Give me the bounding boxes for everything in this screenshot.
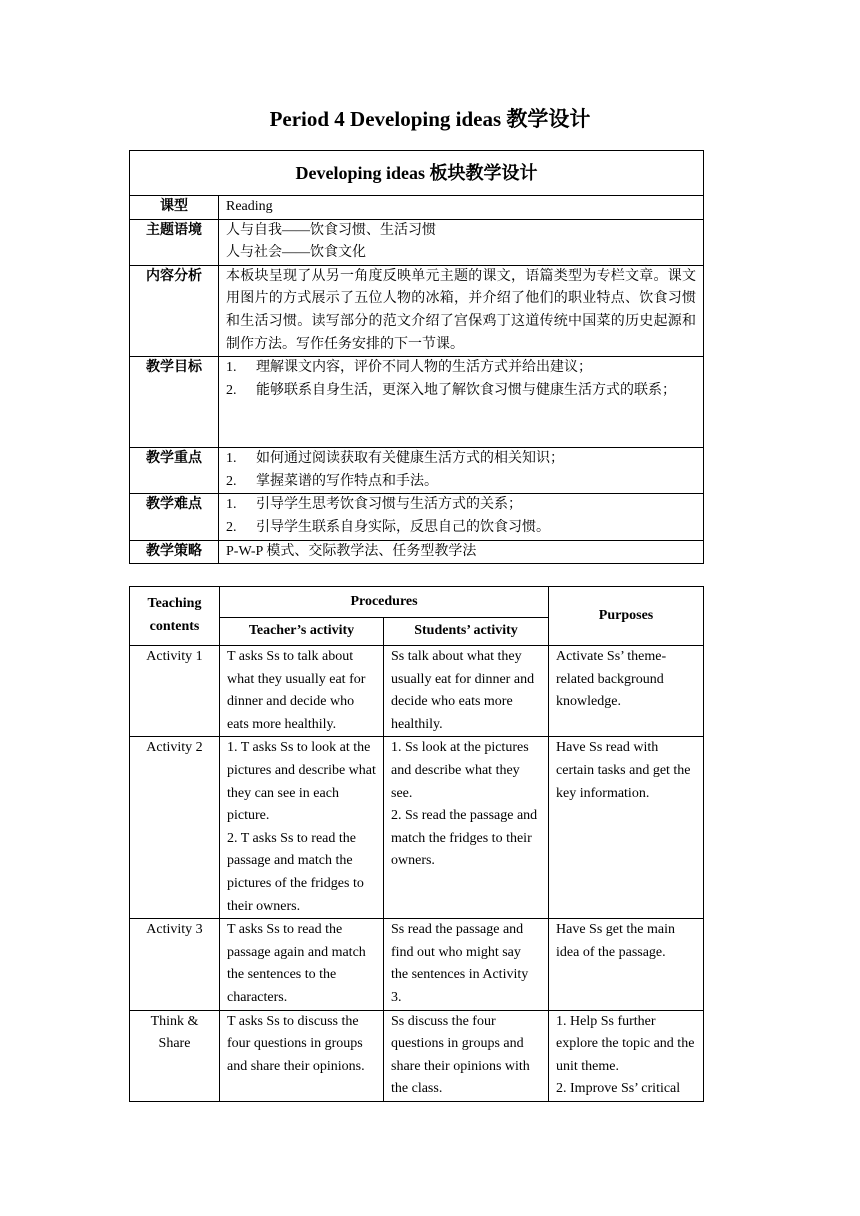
cell-text: 2. Improve Ss’ critical bbox=[556, 1081, 681, 1097]
list-number: 1. bbox=[226, 451, 237, 467]
header-purposes: Purposes bbox=[549, 587, 704, 646]
theme-line: 人与社会——饮食文化 bbox=[226, 245, 366, 261]
list-number: 2. bbox=[226, 473, 237, 489]
list-number: 2. bbox=[226, 519, 237, 535]
strategies-value: P-W-P 模式、交际教学法、任务型教学法 bbox=[219, 540, 704, 564]
teacher-activity-cell bbox=[220, 1010, 384, 1101]
list-text: 掌握菜谱的写作特点和手法。 bbox=[256, 473, 438, 489]
cell-text: Activate Ss’ theme-related background knowledge. bbox=[556, 649, 667, 710]
students-activity-cell bbox=[384, 1010, 549, 1101]
students-activity-cell bbox=[384, 737, 549, 919]
list-text: 引导学生思考饮食习惯与生活方式的关系； bbox=[256, 497, 522, 513]
content-analysis-value: 本板块呈现了从另一角度反映单元主题的课文，语篇类型为专栏文章。课文用图片的方式展示了五位人物的冰箱，并介绍了他们的职业特点、饮食习惯和生活习惯。读写部分的范文介绍了宫保鸡丁这道传统中国菜的历史起源和制作方法。写作任务安排的下一节课。 bbox=[219, 265, 704, 356]
list-item bbox=[226, 448, 696, 471]
cell-text: Ss talk about what they usually eat for dinner and decide who eats more healthily. bbox=[391, 649, 535, 732]
cell-text: Ss read the passage and find out who might say the sentences in Activity 3. bbox=[391, 922, 529, 1005]
cell-text: Have Ss get the main idea of the passage. bbox=[556, 922, 675, 960]
teaching-content-cell: Think & Share bbox=[130, 1010, 220, 1101]
purpose-cell bbox=[549, 919, 704, 1010]
students-activity-cell bbox=[384, 919, 549, 1010]
key-points-list bbox=[219, 448, 704, 494]
list-item bbox=[226, 380, 696, 403]
teacher-activity-cell bbox=[220, 646, 384, 737]
row-label-content-analysis: 内容分析 bbox=[130, 265, 219, 356]
header-teaching-contents: Teaching contents bbox=[130, 587, 220, 646]
row-label-difficulties: 教学难点 bbox=[130, 494, 219, 540]
list-text: 如何通过阅读获取有关健康生活方式的相关知识； bbox=[256, 451, 564, 467]
list-text: 引导学生联系自身实际，反思自己的饮食习惯。 bbox=[256, 519, 550, 535]
cell-text: Ss discuss the four questions in groups and share their opinions with the class. bbox=[391, 1013, 530, 1097]
list-item bbox=[226, 357, 696, 380]
cell-text: T asks Ss to read the passage again and match the sentences to the characters. bbox=[227, 922, 366, 1005]
cell-text: T asks Ss to discuss the four questions in groups and share their opinions. bbox=[227, 1013, 365, 1074]
theme-line: 人与自我——饮食习惯、生活习惯 bbox=[226, 222, 436, 238]
teacher-activity-cell bbox=[220, 737, 384, 919]
list-number: 1. bbox=[226, 360, 237, 376]
teacher-activity-cell bbox=[220, 919, 384, 1010]
page-title: Period 4 Developing ideas 教学设计 bbox=[269, 107, 591, 131]
teaching-content-cell: Activity 1 bbox=[130, 646, 220, 737]
table-row bbox=[130, 1010, 704, 1101]
cell-text: T asks Ss to talk about what they usually eat for dinner and decide who eats more healthily. bbox=[227, 649, 366, 732]
purpose-cell bbox=[549, 1010, 704, 1101]
difficulties-list bbox=[219, 494, 704, 540]
row-label-theme-context: 主题语境 bbox=[130, 219, 219, 265]
list-item bbox=[226, 471, 696, 494]
cell-text: 1. T asks Ss to look at the pictures and describe what they can see in each picture. bbox=[227, 740, 376, 824]
teaching-content-cell: Activity 2 bbox=[130, 737, 220, 919]
row-label-lesson-type: 课型 bbox=[130, 196, 219, 220]
list-number: 1. bbox=[226, 497, 237, 513]
cell-text: 2. T asks Ss to read the passage and match the pictures of the fridges to their owners. bbox=[227, 830, 364, 914]
row-label-key-points: 教学重点 bbox=[130, 448, 219, 494]
cell-text: 1. Ss look at the pictures and describe what they see. bbox=[391, 740, 529, 801]
table-row bbox=[130, 737, 704, 919]
list-text: 理解课文内容，评价不同人物的生活方式并给出建议； bbox=[256, 360, 592, 376]
theme-context-value bbox=[219, 219, 704, 265]
list-item bbox=[226, 494, 696, 517]
list-item bbox=[226, 517, 696, 540]
row-label-strategies: 教学策略 bbox=[130, 540, 219, 564]
list-number: 2. bbox=[226, 382, 237, 398]
cell-text: Have Ss read with certain tasks and get the key information. bbox=[556, 740, 691, 801]
table-row bbox=[130, 919, 704, 1010]
teaching-objectives-list bbox=[219, 357, 704, 448]
procedure-table bbox=[129, 586, 704, 1102]
lesson-design-table bbox=[129, 150, 704, 564]
cell-text: 1. Help Ss further explore the topic and the unit theme. bbox=[556, 1013, 695, 1074]
header-procedures: Procedures bbox=[220, 587, 549, 618]
header-students-activity: Students’ activity bbox=[384, 618, 549, 646]
design-table-heading: Developing ideas 板块教学设计 bbox=[130, 151, 704, 196]
lesson-type-value: Reading bbox=[219, 196, 704, 220]
purpose-cell bbox=[549, 737, 704, 919]
teaching-content-cell: Activity 3 bbox=[130, 919, 220, 1010]
table-row bbox=[130, 646, 704, 737]
list-text: 能够联系自身生活，更深入地了解饮食习惯与健康生活方式的联系； bbox=[256, 382, 676, 398]
students-activity-cell bbox=[384, 646, 549, 737]
cell-text: 2. Ss read the passage and match the fridges to their owners. bbox=[391, 808, 538, 869]
purpose-cell bbox=[549, 646, 704, 737]
header-teacher-activity: Teacher’s activity bbox=[220, 618, 384, 646]
row-label-teaching-objectives: 教学目标 bbox=[130, 357, 219, 448]
